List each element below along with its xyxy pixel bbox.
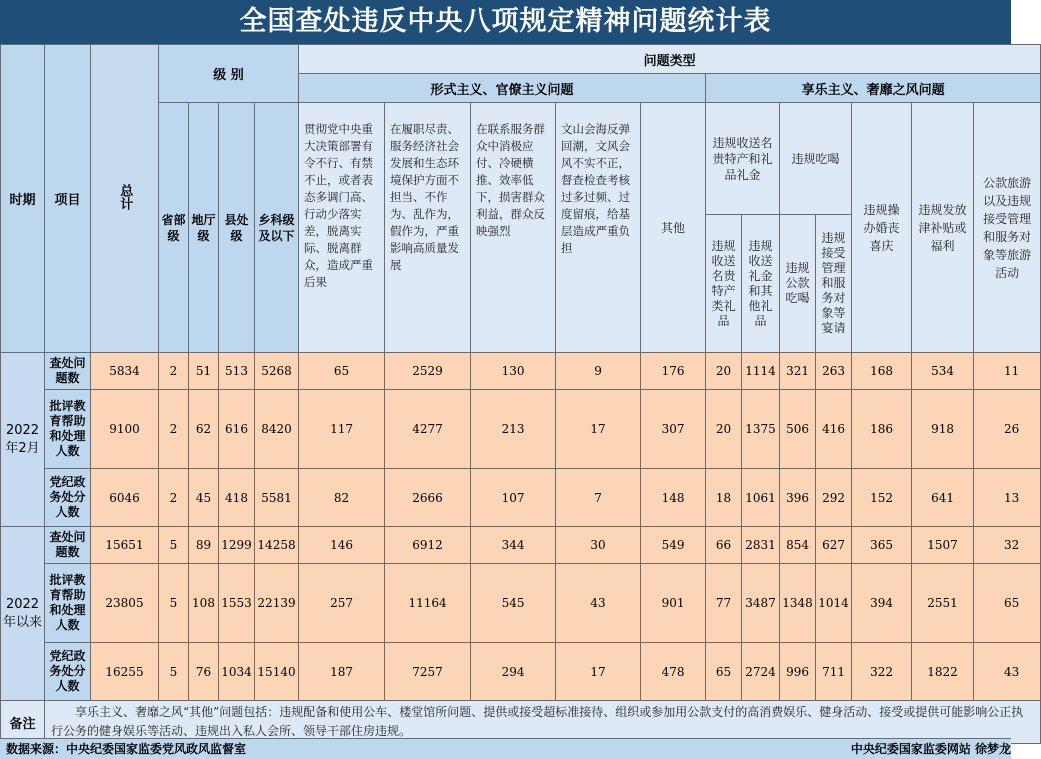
value-cell: 3487	[742, 564, 780, 643]
value-cell: 32	[974, 527, 1041, 564]
value-cell: 20	[706, 353, 742, 390]
level-col-1-label: 省部级	[161, 212, 186, 243]
level-col-4-label: 乡科级及以下	[258, 212, 295, 243]
value-cell: 62	[189, 390, 219, 469]
value-cell: 1375	[742, 390, 780, 469]
stats-table	[0, 44, 1041, 744]
value-cell: 77	[706, 564, 742, 643]
item-cell: 批评教育帮助和处理人数	[45, 564, 91, 643]
value-cell: 117	[299, 390, 385, 469]
data-source: 数据来源：中央纪委国家监委党风政风监督室	[6, 742, 247, 756]
item-cell: 党纪政务处分人数	[45, 469, 91, 527]
value-cell: 506	[780, 390, 816, 469]
value-cell: 9	[556, 353, 641, 390]
value-cell: 1014	[816, 564, 852, 643]
gift-col-2: 违规收送礼金和其他礼品	[742, 215, 780, 353]
level-col-2-label: 地厅级	[191, 212, 216, 243]
value-cell: 2724	[742, 643, 780, 701]
period-header: 时期	[1, 45, 45, 353]
formalism-col-5: 其他	[641, 103, 706, 353]
value-cell: 549	[641, 527, 706, 564]
value-cell: 15651	[91, 527, 159, 564]
value-cell: 1299	[219, 527, 255, 564]
value-cell: 344	[471, 527, 556, 564]
value-cell: 15140	[255, 643, 299, 701]
value-cell: 187	[299, 643, 385, 701]
value-cell: 20	[706, 390, 742, 469]
value-cell: 5581	[255, 469, 299, 527]
value-cell: 996	[780, 643, 816, 701]
dining-col-2: 违规接受管理和服务对象等宴请	[816, 215, 852, 353]
wedding-header: 违规操办婚丧喜庆	[852, 103, 912, 353]
value-cell: 1553	[219, 564, 255, 643]
item-cell: 党纪政务处分人数	[45, 643, 91, 701]
level-col-3-label: 县处级	[224, 212, 249, 243]
value-cell: 17	[556, 390, 641, 469]
level-header: 级 别	[159, 45, 299, 103]
value-cell: 14258	[255, 527, 299, 564]
value-cell: 416	[816, 390, 852, 469]
value-cell: 5834	[91, 353, 159, 390]
level-col-4	[255, 103, 299, 353]
subsidy-header: 违规发放津补贴或福利	[912, 103, 974, 353]
value-cell: 11	[974, 353, 1041, 390]
table-row	[1, 390, 1041, 469]
formalism-col-1: 贯彻党中央重大决策部署有令不行、有禁不止，或者表态多调门高、行动少落实差，脱离实际、脱离群众，造成严重后果	[299, 103, 385, 353]
value-cell: 108	[189, 564, 219, 643]
table-row	[1, 564, 1041, 643]
value-cell: 107	[471, 469, 556, 527]
formalism-col-4: 文山会海反弹回潮，文风会风不实不正，督查检查考核过多过频、过度留痕，给基层造成严重负担	[556, 103, 641, 353]
table-row	[1, 643, 1041, 701]
value-cell: 176	[641, 353, 706, 390]
value-cell: 152	[852, 469, 912, 527]
value-cell: 213	[471, 390, 556, 469]
value-cell: 146	[299, 527, 385, 564]
value-cell: 2666	[385, 469, 471, 527]
value-cell: 5	[159, 527, 189, 564]
value-cell: 43	[974, 643, 1041, 701]
period-cell: 2022年2月	[1, 353, 45, 527]
formalism-header: 形式主义、官僚主义问题	[299, 74, 706, 103]
value-cell: 1507	[912, 527, 974, 564]
gift-col-1: 违规收送名贵特产类礼品	[706, 215, 742, 353]
entertainment-header: 公款旅游以及违规接受管理和服务对象等旅游活动	[974, 103, 1041, 353]
value-cell: 2	[159, 469, 189, 527]
value-cell: 65	[974, 564, 1041, 643]
value-cell: 257	[299, 564, 385, 643]
item-cell: 批评教育帮助和处理人数	[45, 390, 91, 469]
table-row	[1, 353, 1041, 390]
value-cell: 1034	[219, 643, 255, 701]
value-cell: 43	[556, 564, 641, 643]
value-cell: 1822	[912, 643, 974, 701]
value-cell: 394	[852, 564, 912, 643]
value-cell: 2831	[742, 527, 780, 564]
value-cell: 6912	[385, 527, 471, 564]
value-cell: 5	[159, 643, 189, 701]
value-cell: 294	[471, 643, 556, 701]
value-cell: 1348	[780, 564, 816, 643]
value-cell: 8420	[255, 390, 299, 469]
value-cell: 82	[299, 469, 385, 527]
value-cell: 321	[780, 353, 816, 390]
value-cell: 11164	[385, 564, 471, 643]
value-cell: 76	[189, 643, 219, 701]
value-cell: 65	[299, 353, 385, 390]
formalism-col-2: 在履职尽责、服务经济社会发展和生态环境保护方面不担当、不作为、乱作为，假作为，严重影响高质量发展	[385, 103, 471, 353]
value-cell: 7257	[385, 643, 471, 701]
value-cell: 616	[219, 390, 255, 469]
level-col-2	[189, 103, 219, 353]
value-cell: 23805	[91, 564, 159, 643]
value-cell: 89	[189, 527, 219, 564]
value-cell: 478	[641, 643, 706, 701]
problem-type-header: 问题类型	[299, 45, 1041, 74]
value-cell: 418	[219, 469, 255, 527]
value-cell: 292	[816, 469, 852, 527]
value-cell: 66	[706, 527, 742, 564]
value-cell: 30	[556, 527, 641, 564]
hedonism-header: 享乐主义、奢靡之风问题	[706, 74, 1041, 103]
value-cell: 45	[189, 469, 219, 527]
period-cell: 2022年以来	[1, 527, 45, 701]
value-cell: 130	[471, 353, 556, 390]
value-cell: 16255	[91, 643, 159, 701]
value-cell: 5268	[255, 353, 299, 390]
note-text: 享乐主义、奢靡之风“其他”问题包括：违规配备和使用公车、楼堂馆所问题、提供或接受超标准接待、组织或参加用公款支付的高消费娱乐、健身活动、接受或提供可能影响公正执行公务的健身娱乐等活动、违规出入私人会所、领导干部住房违规。	[45, 701, 1041, 744]
value-cell: 2551	[912, 564, 974, 643]
level-col-1	[159, 103, 189, 353]
value-cell: 711	[816, 643, 852, 701]
value-cell: 534	[912, 353, 974, 390]
value-cell: 513	[219, 353, 255, 390]
item-header: 项目	[45, 45, 91, 353]
total-header	[91, 45, 159, 353]
dining-group-header: 违规吃喝	[780, 103, 852, 215]
value-cell: 2	[159, 390, 189, 469]
value-cell: 854	[780, 527, 816, 564]
value-cell: 9100	[91, 390, 159, 469]
formalism-col-3: 在联系服务群众中消极应付、冷硬横推、效率低下，损害群众利益，群众反映强烈	[471, 103, 556, 353]
value-cell: 18	[706, 469, 742, 527]
value-cell: 2529	[385, 353, 471, 390]
dining-col-1: 违规公款吃喝	[780, 215, 816, 353]
footer-bar	[0, 738, 1011, 759]
value-cell: 26	[974, 390, 1041, 469]
value-cell: 545	[471, 564, 556, 643]
value-cell: 307	[641, 390, 706, 469]
value-cell: 322	[852, 643, 912, 701]
value-cell: 22139	[255, 564, 299, 643]
value-cell: 7	[556, 469, 641, 527]
table-row	[1, 469, 1041, 527]
value-cell: 148	[641, 469, 706, 527]
value-cell: 6046	[91, 469, 159, 527]
value-cell: 1114	[742, 353, 780, 390]
value-cell: 13	[974, 469, 1041, 527]
table-row	[1, 527, 1041, 564]
value-cell: 1061	[742, 469, 780, 527]
note-label: 备注	[1, 701, 45, 744]
item-cell: 查处问题数	[45, 353, 91, 390]
value-cell: 365	[852, 527, 912, 564]
value-cell: 918	[912, 390, 974, 469]
level-col-3	[219, 103, 255, 353]
value-cell: 168	[852, 353, 912, 390]
value-cell: 263	[816, 353, 852, 390]
gift-group-header: 违规收送名贵特产和礼品礼金	[706, 103, 780, 215]
value-cell: 186	[852, 390, 912, 469]
page-title: 全国查处违反中央八项规定精神问题统计表	[0, 0, 1011, 44]
value-cell: 627	[816, 527, 852, 564]
value-cell: 396	[780, 469, 816, 527]
value-cell: 641	[912, 469, 974, 527]
value-cell: 901	[641, 564, 706, 643]
value-cell: 65	[706, 643, 742, 701]
item-cell: 查处问题数	[45, 527, 91, 564]
value-cell: 2	[159, 353, 189, 390]
total-header-label: 总计	[117, 183, 133, 210]
value-cell: 17	[556, 643, 641, 701]
value-cell: 51	[189, 353, 219, 390]
value-cell: 4277	[385, 390, 471, 469]
credit: 中央纪委国家监委网站 徐梦龙	[850, 742, 1011, 756]
value-cell: 5	[159, 564, 189, 643]
